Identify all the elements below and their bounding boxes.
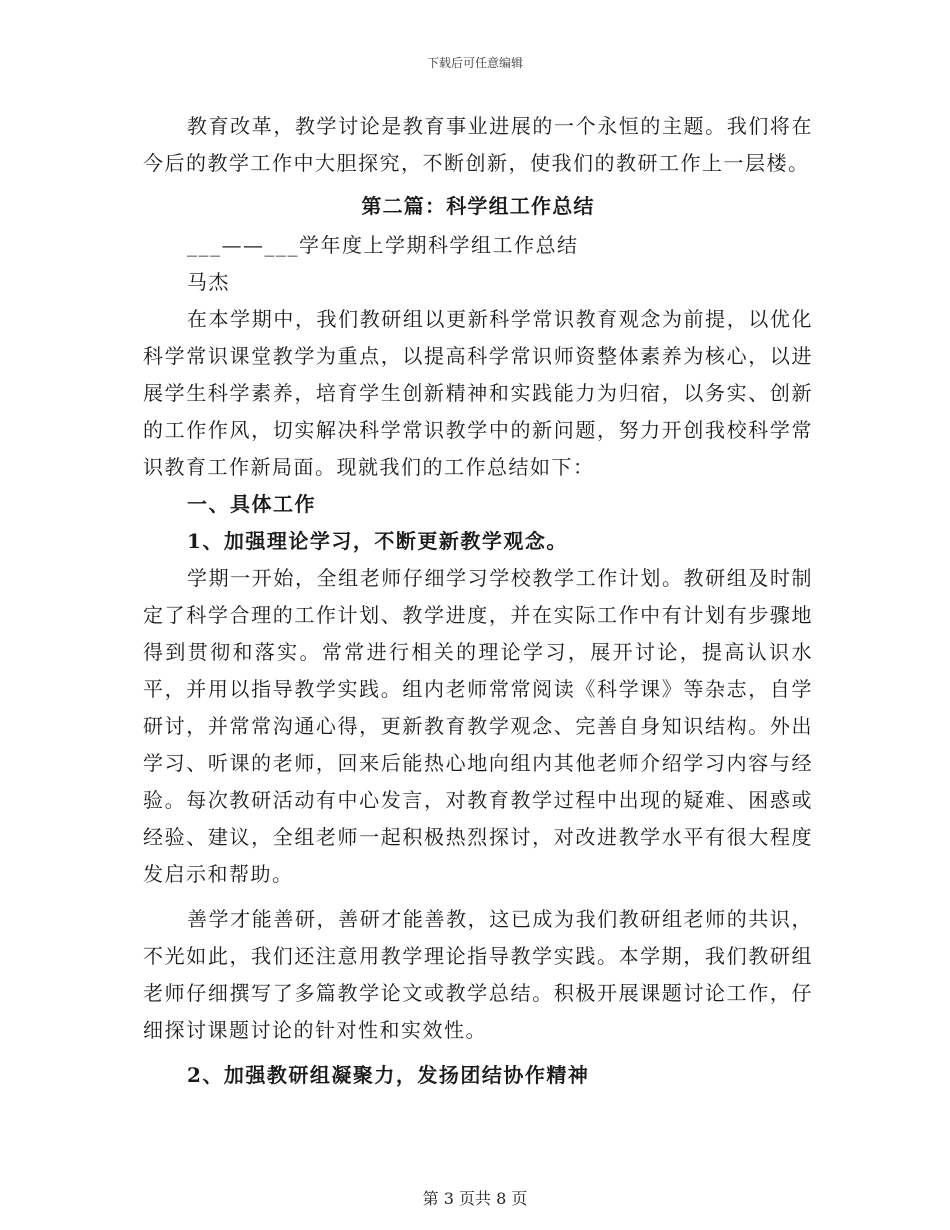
- paragraph-intro: 教育改革，教学讨论是教育事业进展的一个永恒的主题。我们将在今后的教学工作中大胆探究，不断创新，使我们的教研工作上一层楼。: [143, 114, 813, 175]
- paragraph-item1-a: 学期一开始，全组老师仔细学习学校教学工作计划。教研组及时制定了科学合理的工作计划、教学进度，并在实际工作中有计划有步骤地得到贯彻和落实。常常进行相关的理论学习，展开讨论，提高认识水平，并用以指导教学实践。组内老师常常阅读《科学课》等杂志，自学研讨，并常常沟通心得，更新教育教学观念、完善自身知识结构。外出学习、听课的老师，回来后能热心地向组内其他老师介绍学习内容与经验。每次教研活动有中心发言，对教育教学过程中出现的疑难、困惑或经验、建议，全组老师一起积极热烈探讨，对改进教学水平有很大程度发启示和帮助。: [143, 566, 813, 886]
- document-title: 第二篇：科学组工作总结: [361, 194, 595, 218]
- item-heading-2: 2、加强教研组凝聚力，发扬团结协作精神: [187, 1063, 590, 1087]
- paragraph-overview: 在本学期中，我们教研组以更新科学常识教育观念为前提，以优化科学常识课堂教学为重点，以提高科学常识师资整体素养为核心，以进展学生科学素养，培育学生创新精神和实践能力为归宿，以务实、创新的工作作风，切实解决科学常识教学中的新问题，努力开创我校科学常识教育工作新局面。现就我们的工作总结如下：: [143, 307, 813, 479]
- author-name: 马杰: [187, 270, 230, 294]
- document-body: [143, 108, 813, 1094]
- section-heading-1: 一、具体工作: [187, 492, 316, 516]
- page-header: 下载后可任意编辑: [426, 56, 523, 70]
- item-heading-1: 1、加强理论学习，不断更新教学观念。: [187, 529, 568, 553]
- document-subtitle: ___——___学年度上学期科学组工作总结: [187, 233, 579, 257]
- paragraph-item1-b: 善学才能善研，善研才能善教，这已成为我们教研组老师的共识，不光如此，我们还注意用教学理论指导教学实践。本学期，我们教研组老师仔细撰写了多篇教学论文或教学总结。积极开展课题讨论工作，仔细探讨课题讨论的针对性和实效性。: [143, 907, 813, 1042]
- page-footer: 第 3 页共 8 页: [422, 1189, 528, 1208]
